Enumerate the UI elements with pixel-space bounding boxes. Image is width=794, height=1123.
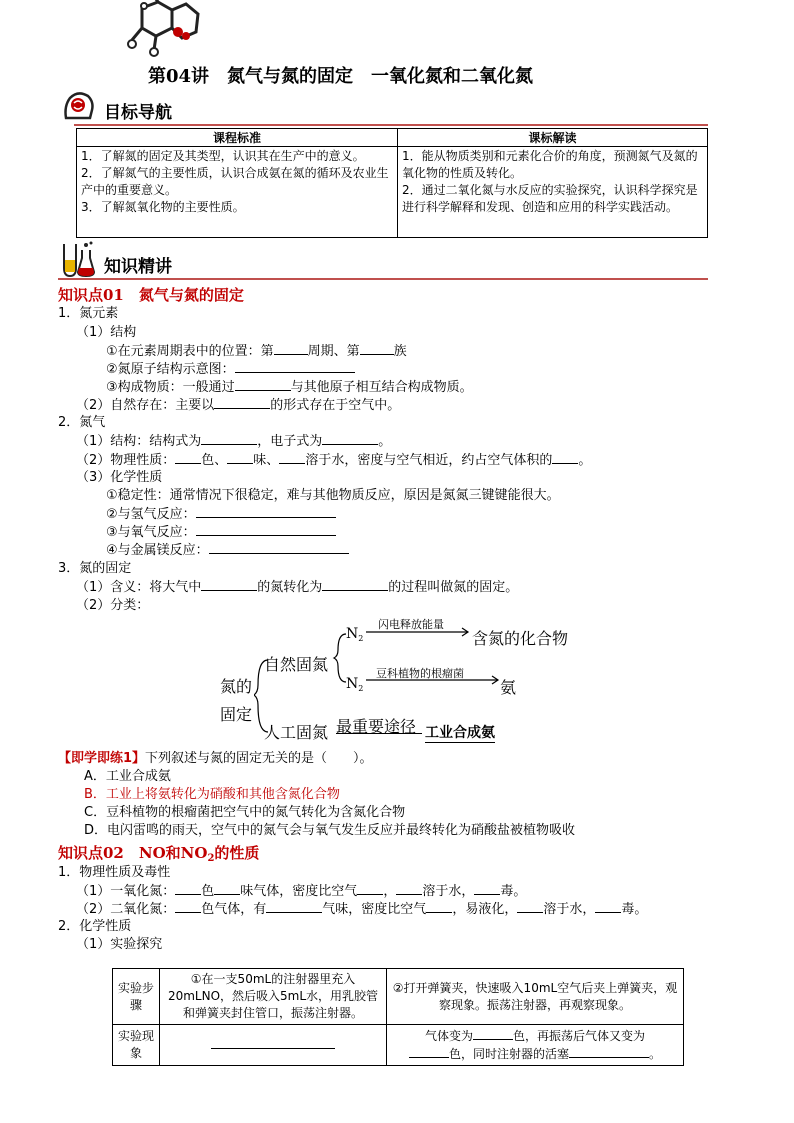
kp01-s1-1-a bbox=[106, 342, 407, 360]
diagram-industrial: 工业合成氨 bbox=[425, 722, 495, 743]
diagram-legume: 豆科植物的根瘤菌 bbox=[376, 667, 464, 680]
text: N bbox=[346, 626, 359, 642]
blank bbox=[569, 1045, 649, 1058]
blank bbox=[517, 900, 543, 913]
blank bbox=[266, 900, 322, 913]
text: ②氮原子结构示意图： bbox=[106, 362, 235, 377]
blank bbox=[235, 360, 355, 373]
interpretation-item: 1．能从物质类别和元素化合价的角度，预测氮气及氮的氧化物的性质及转化。 bbox=[402, 149, 698, 180]
text: 。 bbox=[378, 434, 392, 449]
text: 。 bbox=[649, 1047, 662, 1061]
text: 色、 bbox=[201, 453, 228, 468]
diagram-artificial: 人工固氮 bbox=[264, 723, 329, 742]
nav-underline bbox=[74, 124, 708, 126]
blank bbox=[396, 882, 422, 895]
text: N bbox=[346, 676, 359, 692]
text: 。 bbox=[578, 453, 592, 468]
text: 溶于水，密度与空气相近，约占空气体积的 bbox=[305, 453, 553, 468]
kp01-s3: 3．氮的固定 bbox=[58, 561, 132, 576]
text: ①在元素周期表中的位置：第 bbox=[106, 344, 274, 359]
standards-header-right: 课标解读 bbox=[398, 129, 708, 147]
text: 毒。 bbox=[621, 902, 648, 917]
kp01-s2-3-d bbox=[106, 541, 349, 559]
blank bbox=[426, 900, 452, 913]
practice1-option-c: C．豆科植物的根瘤菌把空气中的氮气转化为含氮化合物 bbox=[84, 805, 406, 820]
blank bbox=[227, 451, 253, 464]
text: 的氮转化为 bbox=[257, 580, 323, 595]
text: ②与氢气反应： bbox=[106, 507, 196, 522]
blank bbox=[357, 882, 383, 895]
text: 溶于水， bbox=[422, 884, 475, 899]
diagram-product2: 氨 bbox=[500, 678, 517, 697]
text: （2）二氧化氮： bbox=[76, 902, 176, 917]
blank bbox=[322, 432, 378, 445]
standards-left-cell bbox=[77, 147, 398, 238]
text: 色，再振荡后气体又变为 bbox=[513, 1029, 646, 1043]
kp01-s1-1: （1）结构 bbox=[76, 325, 137, 340]
kp01-s2-3-c bbox=[106, 523, 336, 541]
brain-head-icon bbox=[60, 88, 96, 124]
subscript: 2 bbox=[358, 684, 364, 693]
blank bbox=[201, 578, 257, 591]
blank bbox=[209, 541, 349, 554]
kp01-s2-1 bbox=[76, 432, 391, 450]
blank bbox=[360, 342, 394, 355]
interpretation-item: 2．通过二氧化氮与水反应的实验探究，认识科学探究是进行科学解释和发现、创造和应用的科学实践活动。 bbox=[402, 183, 698, 214]
diagram-root-2: 固定 bbox=[220, 705, 253, 724]
kp02-s1: 1．物理性质及毒性 bbox=[58, 865, 171, 880]
diagram-n2-top bbox=[346, 626, 363, 642]
kp01-s2-3-b bbox=[106, 505, 336, 523]
text: 色气体，有 bbox=[201, 902, 267, 917]
blank bbox=[196, 505, 336, 518]
subscript: 2 bbox=[207, 853, 215, 864]
text: 的形式存在于空气中。 bbox=[270, 398, 401, 413]
blank bbox=[175, 451, 201, 464]
text: 气味，密度比空气 bbox=[322, 902, 427, 917]
text: 的过程叫做氮的固定。 bbox=[388, 580, 519, 595]
text: ， bbox=[383, 884, 397, 899]
text: ，易液化， bbox=[452, 902, 518, 917]
text: ，电子式为 bbox=[257, 434, 323, 449]
standards-table bbox=[76, 128, 708, 238]
diagram-lightning: 闪电释放能量 bbox=[378, 618, 444, 631]
blank bbox=[214, 396, 270, 409]
blank bbox=[175, 900, 201, 913]
kp01-s3-2: （2）分类： bbox=[76, 598, 150, 613]
exp-row2-label: 实验现象 bbox=[113, 1025, 160, 1066]
text: （2）物理性质： bbox=[76, 453, 176, 468]
blank bbox=[196, 523, 336, 536]
blank bbox=[175, 882, 201, 895]
text: 族 bbox=[393, 344, 407, 359]
knowledge-underline bbox=[58, 278, 708, 280]
nav-heading: 目标导航 bbox=[104, 103, 172, 123]
page-title: 第04讲 氮气与氮的固定 一氧化氮和二氧化氮 bbox=[148, 66, 534, 87]
kp02-no2 bbox=[76, 900, 647, 918]
kp01-s2-3: （3）化学性质 bbox=[76, 470, 163, 485]
text: 色，同时注射器的活塞 bbox=[448, 1047, 569, 1061]
text: 溶于水， bbox=[543, 902, 596, 917]
blank bbox=[201, 432, 257, 445]
text: ③构成物质：一般通过 bbox=[106, 380, 235, 395]
kp01-title: 知识点01 氮气与氮的固定 bbox=[58, 286, 244, 304]
kp01-s2-3-a: ①稳定性：通常情况下很稳定，难与其他物质反应，原因是氮氮三键键能很大。 bbox=[106, 488, 560, 503]
knowledge-heading: 知识精讲 bbox=[104, 257, 172, 277]
diagram-root-1: 氮的 bbox=[220, 677, 253, 696]
kp02-no bbox=[76, 882, 526, 900]
text: 气体变为 bbox=[424, 1029, 473, 1043]
blank bbox=[279, 451, 305, 464]
practice1-option-a: A．工业合成氨 bbox=[84, 769, 171, 784]
text: 知识点02 NO和NO bbox=[58, 844, 208, 862]
exp-row1-step1: ①在一支50mL的注射器里充入20mLNO，然后吸入5mL水，用乳胶管和弹簧夹封住管口，振荡注射器。 bbox=[160, 969, 387, 1025]
kp01-s1: 1．氮元素 bbox=[58, 306, 119, 321]
kp01-s1-1-b bbox=[106, 360, 355, 378]
blank bbox=[322, 578, 388, 591]
text: 下列叙述与氮的固定无关的是（ ）。 bbox=[145, 751, 373, 766]
practice1-question bbox=[58, 750, 373, 767]
text: 的性质 bbox=[214, 844, 260, 862]
kp01-s1-2 bbox=[76, 396, 400, 414]
text: （1）含义：将大气中 bbox=[76, 580, 202, 595]
exp-row1-label: 实验步骤 bbox=[113, 969, 160, 1025]
practice1-option-d: D．电闪雷鸣的雨天，空气中的氮气会与氧气发生反应并最终转化为硝酸盐被植物吸收 bbox=[84, 823, 576, 838]
blank bbox=[214, 882, 240, 895]
blank bbox=[552, 451, 578, 464]
blank bbox=[235, 378, 291, 391]
kp02-s2: 2．化学性质 bbox=[58, 919, 132, 934]
blank bbox=[474, 882, 500, 895]
blank bbox=[595, 900, 621, 913]
text: （2）自然存在：主要以 bbox=[76, 398, 215, 413]
standard-item: 2．了解氮气的主要性质，认识合成氨在氮的循环及农业生产中的重要意义。 bbox=[81, 166, 389, 197]
text: ④与金属镁反应： bbox=[106, 543, 209, 558]
kp02-title bbox=[58, 842, 259, 863]
experiment-table bbox=[112, 968, 684, 1066]
diagram-product1: 含氮的化合物 bbox=[472, 629, 569, 648]
diagram-natural: 自然固氮 bbox=[264, 655, 329, 674]
kp02-s2-1: （1）实验探究 bbox=[76, 937, 163, 952]
text: 味、 bbox=[253, 453, 280, 468]
standard-item: 1．了解氮的固定及其类型，认识其在生产中的意义。 bbox=[81, 149, 365, 163]
blank bbox=[409, 1045, 449, 1058]
exp-row1-step2: ②打开弹簧夹，快速吸入10mL空气后夹上弹簧夹，观察现象。振荡注射器，再观察现象。 bbox=[387, 969, 684, 1025]
blank bbox=[274, 342, 308, 355]
diagram-main-route-arrow bbox=[336, 733, 422, 734]
standards-right-cell bbox=[398, 147, 708, 238]
kp01-s1-1-c bbox=[106, 378, 473, 396]
standards-header-left: 课程标准 bbox=[77, 129, 398, 147]
text: 周期、第 bbox=[307, 344, 360, 359]
blank bbox=[473, 1027, 513, 1040]
practice1-option-b: B．工业上将氨转化为硝酸和其他含氮化合物 bbox=[84, 787, 340, 802]
molecule-logo-icon bbox=[120, 0, 200, 58]
text: ③与氧气反应： bbox=[106, 525, 196, 540]
text: 与其他原子相互结合构成物质。 bbox=[290, 380, 473, 395]
flask-icon bbox=[58, 240, 98, 278]
text: （1）一氧化氮： bbox=[76, 884, 176, 899]
blank bbox=[211, 1036, 335, 1049]
text: 味气体，密度比空气 bbox=[240, 884, 358, 899]
kp01-s2: 2．氮气 bbox=[58, 415, 106, 430]
text: 毒。 bbox=[500, 884, 527, 899]
text: 色 bbox=[201, 884, 215, 899]
subscript: 2 bbox=[358, 634, 364, 643]
diagram-n2-bottom bbox=[346, 676, 363, 692]
practice-tag: 【即学即练1】 bbox=[58, 751, 146, 766]
kp01-s2-2 bbox=[76, 451, 591, 469]
exp-row2-result2 bbox=[387, 1025, 684, 1066]
kp01-s3-1 bbox=[76, 578, 518, 596]
exp-row2-result1 bbox=[160, 1025, 387, 1066]
standard-item: 3．了解氮氧化物的主要性质。 bbox=[81, 200, 245, 214]
text: （1）结构：结构式为 bbox=[76, 434, 202, 449]
diagram-main-route: 最重要途径 bbox=[336, 717, 417, 736]
